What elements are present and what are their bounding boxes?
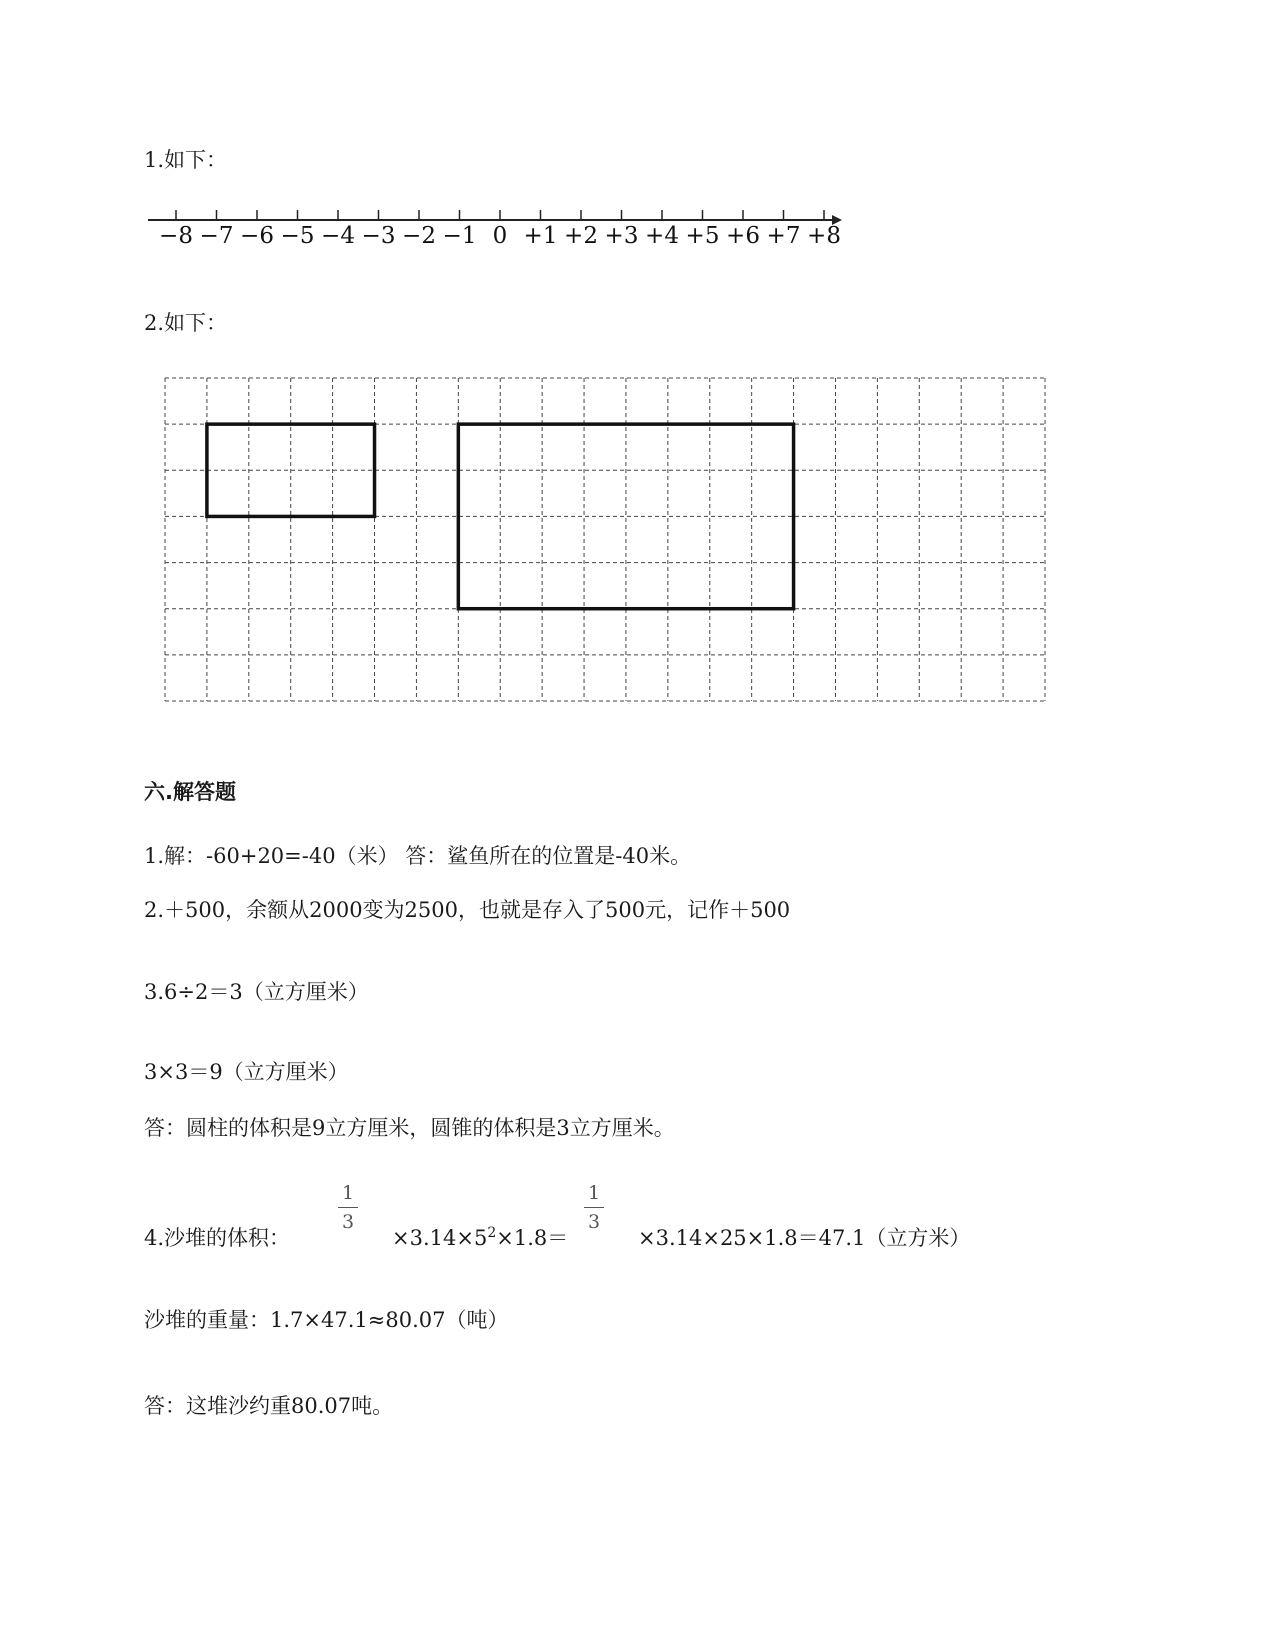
q3-line2: 3×3＝9（立方厘米） — [144, 1060, 349, 1084]
number-line-label: +2 — [564, 223, 598, 249]
number-line-label: +3 — [604, 223, 639, 249]
number-line-label: −2 — [402, 223, 436, 249]
item1-label: 1.如下： — [144, 148, 228, 172]
number-line-label: +5 — [685, 223, 720, 249]
number-line-label: −1 — [442, 223, 477, 249]
grid-figure — [0, 0, 1275, 760]
fraction-denominator: 3 — [587, 1211, 601, 1233]
fraction-one-third-b — [582, 1182, 606, 1233]
number-line-label: +4 — [645, 223, 679, 249]
q4-weight: 沙堆的重量：1.7×47.1≈80.07（吨） — [144, 1308, 509, 1332]
number-line-label: 0 — [492, 223, 508, 249]
section-heading: 六.解答题 — [144, 780, 236, 804]
q4-exponent: 2 — [487, 1225, 497, 1241]
number-line-label: +6 — [726, 223, 760, 249]
q2-text: 2.＋500，余额从2000变为2500，也就是存入了500元，记作＋500 — [144, 898, 791, 922]
q4-answer: 答：这堆沙约重80.07吨。 — [144, 1394, 394, 1418]
number-line-label: −4 — [321, 223, 355, 249]
fraction-numerator: 1 — [341, 1182, 355, 1204]
fraction-denominator: 3 — [341, 1211, 355, 1233]
number-line-label: +8 — [807, 223, 841, 249]
q1-text: 1.解：-60+20=-40（米） 答：鲨鱼所在的位置是-40米。 — [144, 844, 692, 868]
q4-prefix: 4.沙堆的体积： — [144, 1226, 291, 1250]
number-line-label: +7 — [766, 223, 801, 249]
q4-middle-b: ×1.8＝ — [496, 1226, 569, 1250]
fraction-one-third-a — [336, 1182, 360, 1233]
q3-line1: 3.6÷2＝3（立方厘米） — [144, 980, 369, 1004]
q3-answer: 答：圆柱的体积是9立方厘米，圆锥的体积是3立方厘米。 — [144, 1116, 675, 1140]
q4-middle — [392, 1224, 568, 1252]
number-line-label: −8 — [159, 223, 193, 249]
item2-label: 2.如下： — [144, 311, 228, 335]
number-line-label: −3 — [361, 223, 396, 249]
q4-middle-a: ×3.14×5 — [392, 1226, 488, 1250]
number-line-label: −7 — [199, 223, 234, 249]
q4-end: ×3.14×25×1.8＝47.1（立方米） — [638, 1226, 971, 1250]
number-line-label: −6 — [240, 223, 274, 249]
number-line-label: +1 — [523, 223, 558, 249]
number-line-label: −5 — [280, 223, 315, 249]
fraction-numerator: 1 — [587, 1182, 601, 1204]
